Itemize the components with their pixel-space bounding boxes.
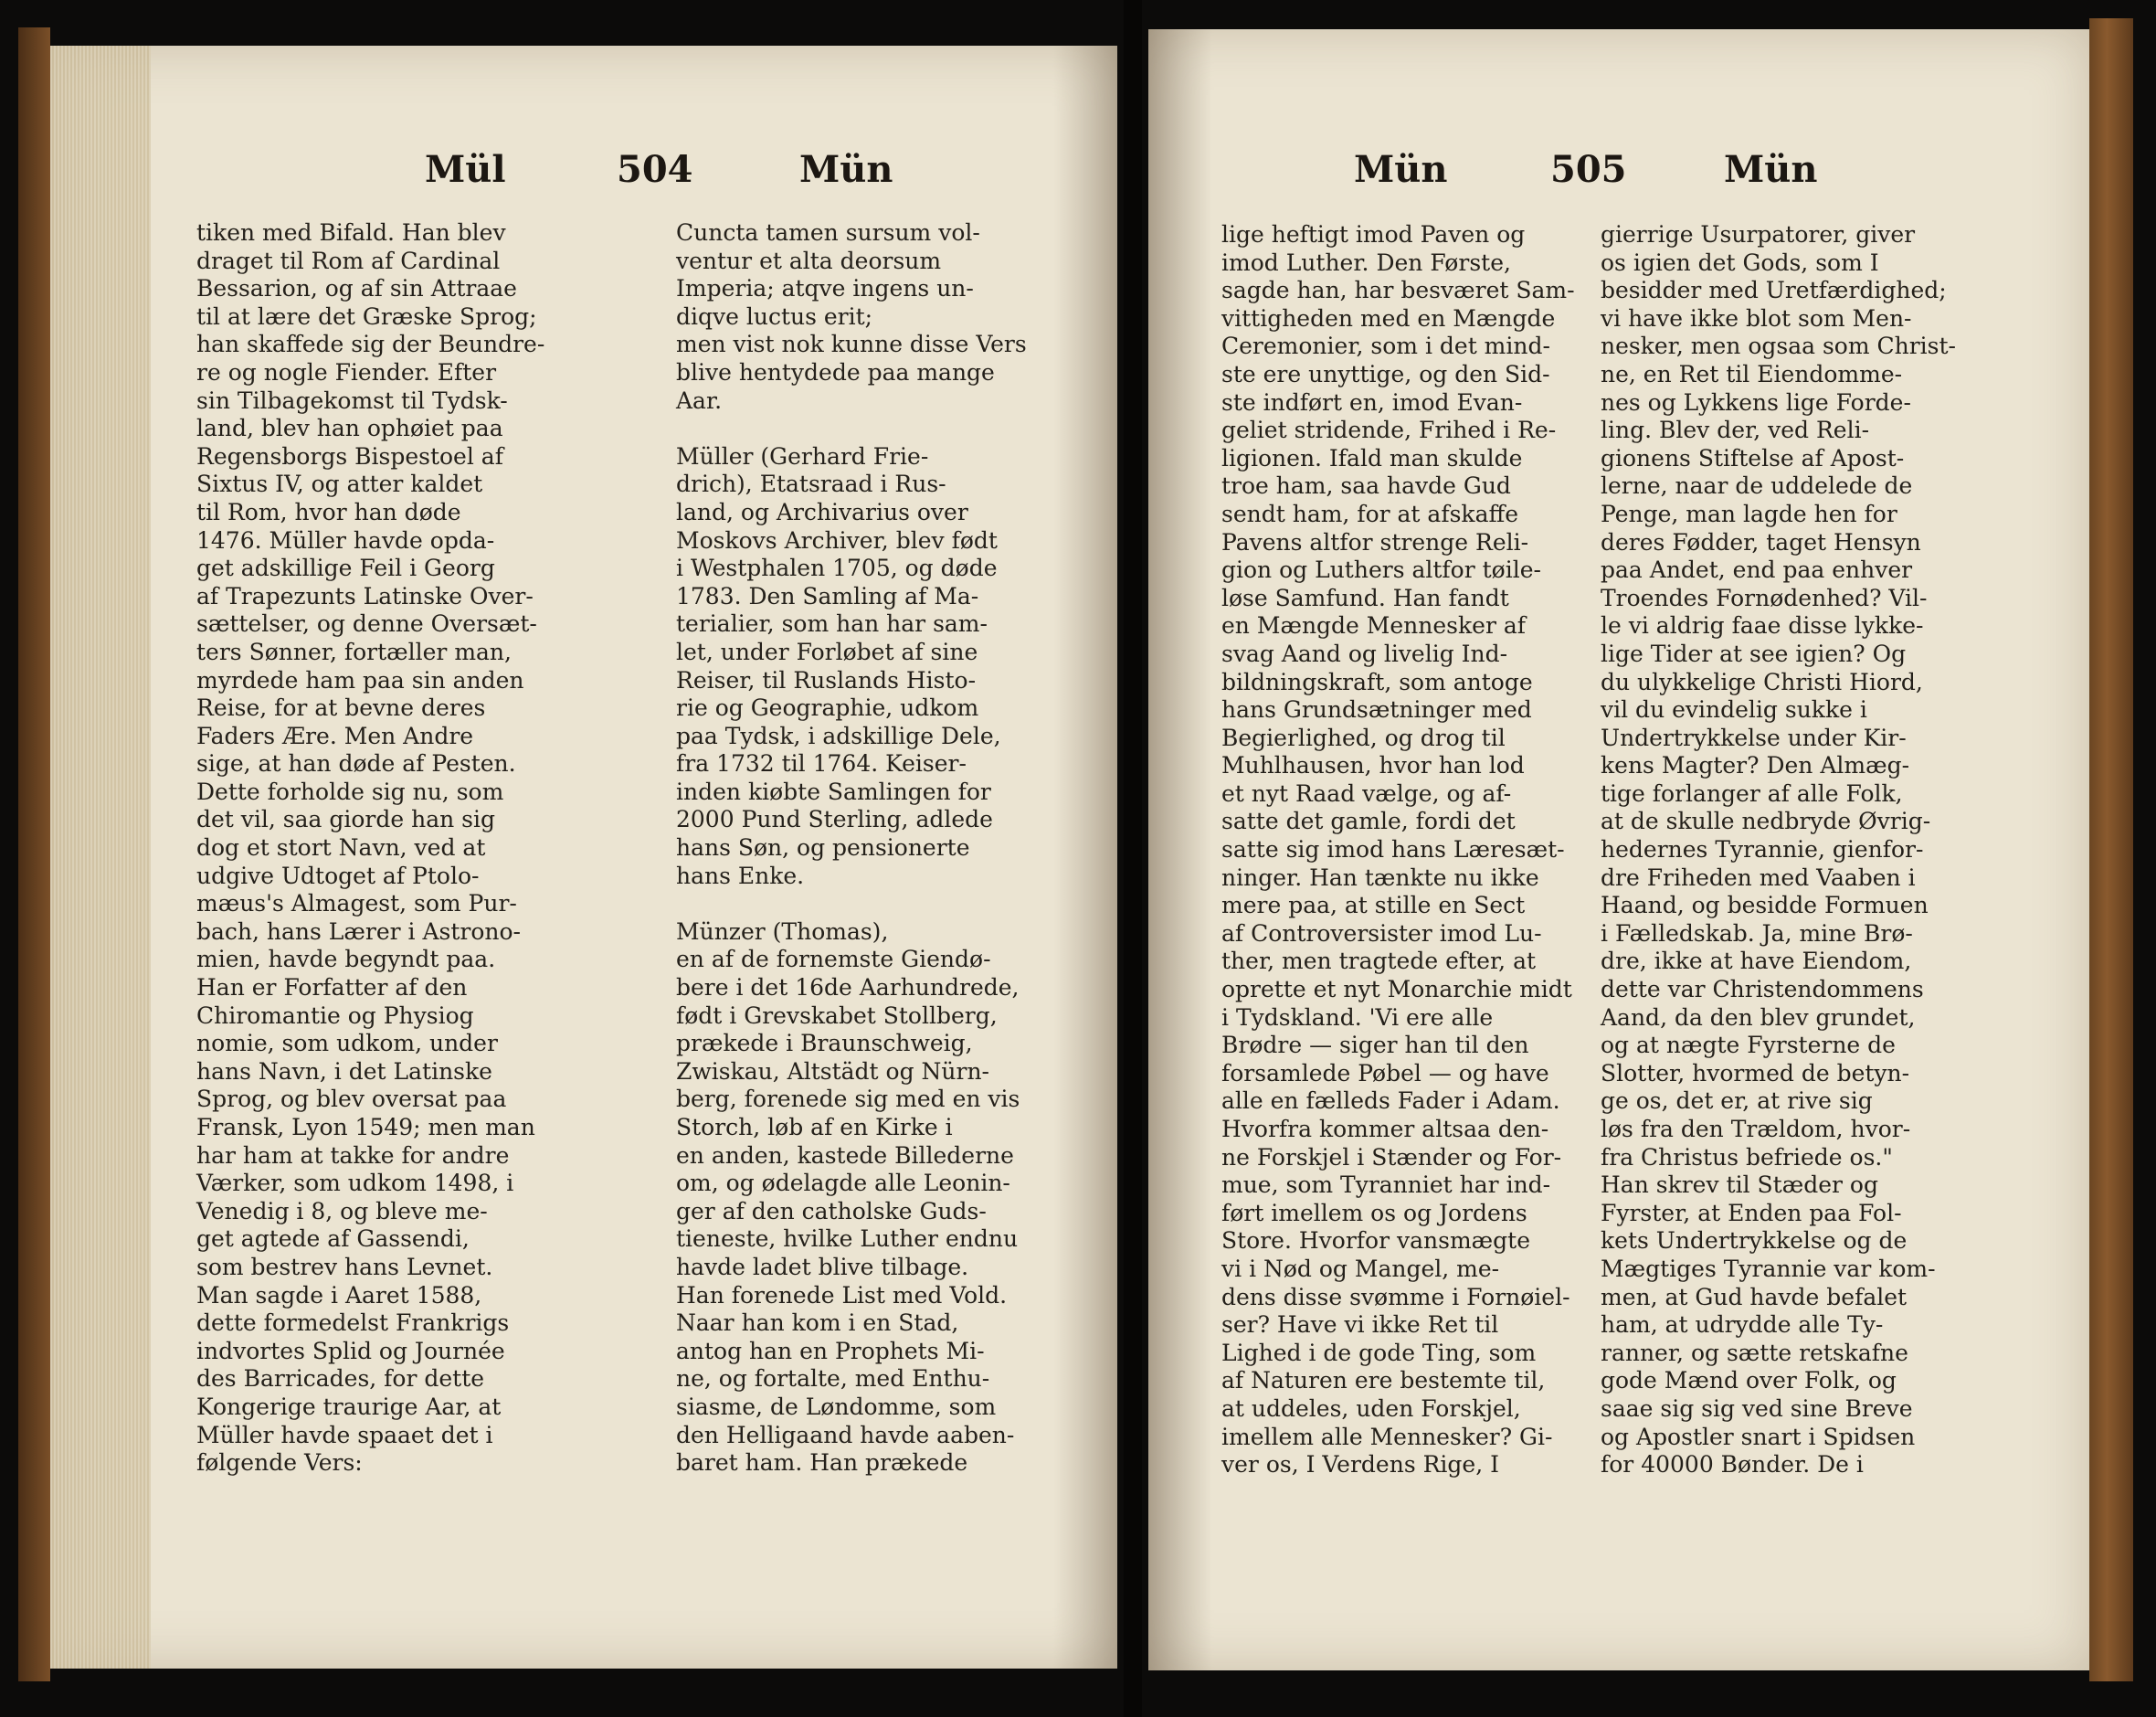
- text-line: Begierlighed, og drog til: [1221, 724, 1506, 751]
- text-line: ne, en Ret til Eiendomme-: [1601, 360, 1903, 387]
- text-line: geliet stridende, Frihed i Re-: [1221, 417, 1557, 444]
- text-line: Lighed i de gode Ting, som: [1221, 1339, 1537, 1366]
- text-line: deres Fødder, taget Hensyn: [1601, 528, 1921, 556]
- text-line: Naar han kom i en Stad,: [676, 1309, 959, 1337]
- text-line: satte sig imod hans Læresæt-: [1221, 836, 1565, 864]
- text-line: inden kiøbte Samlingen for: [676, 778, 991, 805]
- text-line: ver os, I Verdens Rige, I: [1221, 1451, 1499, 1479]
- text-line: hans Enke.: [676, 862, 805, 889]
- text-line: dog et stort Navn, ved at: [196, 834, 486, 862]
- text-line: draget til Rom af Cardinal: [196, 247, 501, 274]
- text-line: ling. Blev der, ved Reli-: [1601, 417, 1870, 444]
- text-line: indvortes Splid og Journée: [196, 1337, 505, 1364]
- text-line: land, og Archivarius over: [676, 498, 968, 525]
- text-line: get adskillige Feil i Georg: [196, 555, 495, 582]
- text-line: 2000 Pund Sterling, adlede: [676, 806, 993, 833]
- text-line: men, at Gud havde befalet: [1601, 1283, 1908, 1310]
- text-line: havde ladet blive tilbage.: [676, 1253, 969, 1280]
- text-line: du ulykkelige Christi Hiord,: [1601, 668, 1923, 695]
- text-line: hedernes Tyrannie, gienfor-: [1601, 836, 1924, 864]
- text-line: vittigheden med en Mængde: [1221, 304, 1556, 332]
- text-line: Værker, som udkom 1498, i: [196, 1170, 514, 1197]
- text-line: Reiser, til Ruslands Histo-: [676, 666, 977, 694]
- text-line: til at lære det Græske Sprog;: [196, 302, 537, 330]
- text-line: lige Tider at see igien? Og: [1601, 640, 1907, 667]
- text-line: tiken med Bifald. Han blev: [196, 219, 506, 246]
- text-line: sættelser, og denne Oversæt-: [196, 610, 537, 638]
- text-line: hans Grundsætninger med: [1221, 696, 1532, 724]
- text-line: antog han en Prophets Mi-: [676, 1337, 985, 1364]
- text-line: lerne, naar de uddelede de: [1601, 472, 1913, 500]
- text-line: fra Christus befriede os.": [1601, 1143, 1893, 1171]
- text-line: men vist nok kunne disse Vers: [676, 331, 1027, 358]
- left-header-right-word: Mün: [799, 148, 893, 191]
- text-line: terialier, som han har sam-: [676, 610, 988, 638]
- left-page-number: 504: [617, 148, 693, 191]
- text-line: hans Navn, i det Latinske: [196, 1057, 492, 1085]
- text-line: ne Forskjel i Stænder og For-: [1221, 1143, 1562, 1171]
- right-book-cover: [2089, 18, 2133, 1681]
- text-line: dens disse svømme i Fornøiel-: [1221, 1283, 1570, 1310]
- text-line: Münzer (Thomas),: [676, 917, 889, 945]
- text-line: ste indført en, imod Evan-: [1221, 388, 1523, 416]
- text-line: nesker, men ogsaa som Christ-: [1601, 333, 1956, 360]
- text-line: blive hentydede paa mange: [676, 358, 995, 386]
- text-line: ligionen. Ifald man skulde: [1221, 444, 1523, 472]
- text-line: mue, som Tyranniet har ind-: [1221, 1171, 1551, 1199]
- text-line: lige heftigt imod Paven og: [1221, 221, 1526, 248]
- text-line: sige, at han døde af Pesten.: [196, 750, 516, 778]
- text-line: dre Friheden med Vaaben i: [1601, 864, 1916, 891]
- text-line: Dette forholde sig nu, som: [196, 778, 504, 805]
- text-line: bildningskraft, som antoge: [1221, 668, 1533, 695]
- text-line: des Barricades, for dette: [196, 1365, 485, 1393]
- text-line: baret ham. Han prækede: [676, 1449, 968, 1477]
- page-divider: [1124, 0, 1142, 1717]
- text-line: kets Undertrykkelse og de: [1601, 1227, 1908, 1255]
- text-line: for 40000 Bønder. De i: [1601, 1451, 1864, 1479]
- text-line: Imperia; atqve ingens un-: [676, 275, 974, 302]
- text-line: Han skrev til Stæder og: [1601, 1171, 1878, 1199]
- text-line: at uddeles, uden Forskjel,: [1221, 1394, 1521, 1422]
- text-line: ser? Have vi ikke Ret til: [1221, 1311, 1499, 1339]
- text-line: i Westphalen 1705, og døde: [676, 555, 998, 582]
- text-line: Faders Ære. Men Andre: [196, 722, 474, 749]
- text-line: oprette et nyt Monarchie midt: [1221, 976, 1572, 1003]
- text-line: Regensborgs Bispestoel af: [196, 442, 503, 470]
- text-line: ters Sønner, fortæller man,: [196, 638, 512, 665]
- text-line: at de skulle nedbryde Øvrig-: [1601, 808, 1931, 835]
- text-line: ste ere unyttige, og den Sid-: [1221, 360, 1550, 387]
- text-line: siasme, de Løndomme, som: [676, 1393, 997, 1420]
- text-line: nomie, som udkom, under: [196, 1030, 498, 1057]
- text-line: sendt ham, for at afskaffe: [1221, 500, 1519, 527]
- text-line: svag Aand og livelig Ind-: [1221, 640, 1508, 667]
- text-line: Han er Forfatter af den: [196, 974, 468, 1002]
- text-line: ge os, det er, at rive sig: [1601, 1087, 1873, 1115]
- text-line: land, blev han ophøiet paa: [196, 415, 503, 442]
- text-line: Aar.: [676, 387, 723, 414]
- text-line: besidder med Uretfærdighed;: [1601, 277, 1947, 304]
- left-book-cover: [18, 27, 50, 1681]
- text-line: til Rom, hvor han døde: [196, 498, 461, 525]
- text-line: berg, forenede sig med en vis: [676, 1086, 1020, 1113]
- text-line: en af de fornemste Giendø-: [676, 946, 991, 973]
- text-line: bach, hans Lærer i Astrono-: [196, 917, 522, 945]
- text-line: sin Tilbagekomst til Tydsk-: [196, 387, 508, 414]
- text-line: følgende Vers:: [196, 1449, 363, 1477]
- text-line: Han forenede List med Vold.: [676, 1281, 1008, 1309]
- right-header-word: Mün: [1354, 148, 1448, 191]
- text-line: den Helligaand havde aaben-: [676, 1421, 1015, 1448]
- right-header-right-word: Mün: [1724, 148, 1818, 191]
- text-line: prækede i Braunschweig,: [676, 1030, 973, 1057]
- spine-shadow: [1148, 29, 1212, 1670]
- text-line: [676, 415, 1027, 443]
- text-line: i Tydskland. 'Vi ere alle: [1221, 1003, 1494, 1031]
- left-page: [50, 46, 1117, 1669]
- page-edges: [50, 46, 151, 1669]
- text-line: 1476. Müller havde opda-: [196, 526, 495, 554]
- text-line: og at nægte Fyrsterne de: [1601, 1032, 1896, 1059]
- text-line: Bessarion, og af sin Attraae: [196, 275, 517, 302]
- text-line: myrdede ham paa sin anden: [196, 666, 524, 694]
- text-line: troe ham, saa havde Gud: [1221, 472, 1511, 500]
- text-line: let, under Forløbet af sine: [676, 638, 978, 665]
- text-line: Mægtiges Tyrannie var kom-: [1601, 1255, 1936, 1282]
- text-line: Hvorfra kommer altsaa den-: [1221, 1116, 1549, 1142]
- text-line: han skaffede sig der Beundre-: [196, 331, 545, 358]
- text-line: saae sig sig ved sine Breve: [1601, 1394, 1913, 1422]
- right-page-number: 505: [1550, 148, 1627, 191]
- text-line: af Naturen ere bestemte til,: [1221, 1367, 1546, 1394]
- text-line: i Fælledskab. Ja, mine Brø-: [1601, 919, 1913, 947]
- text-line: vi have ikke blot som Men-: [1601, 304, 1912, 332]
- text-line: Aand, da den blev grundet,: [1601, 1003, 1916, 1031]
- text-line: ther, men tragtede efter, at: [1221, 948, 1537, 975]
- text-line: fra 1732 til 1764. Keiser-: [676, 750, 967, 778]
- text-line: ventur et alta deorsum: [676, 247, 942, 274]
- text-line: dette formedelst Frankrigs: [196, 1309, 510, 1337]
- text-line: en Mængde Mennesker af: [1221, 612, 1527, 640]
- text-line: gierrige Usurpatorer, giver: [1601, 221, 1916, 248]
- text-line: paa Tydsk, i adskillige Dele,: [676, 722, 1001, 749]
- text-line: 1783. Den Samling af Ma-: [676, 582, 979, 609]
- left-column-1: [196, 219, 544, 1478]
- text-line: har ham at takke for andre: [196, 1141, 510, 1169]
- text-line: Ceremonier, som i det mind-: [1221, 333, 1550, 360]
- text-line: mien, havde begyndt paa.: [196, 946, 496, 973]
- text-line: Müller havde spaaet det i: [196, 1421, 493, 1448]
- left-column-2: [676, 219, 1027, 1478]
- text-line: bere i det 16de Aarhundrede,: [676, 974, 1020, 1002]
- text-line: mere paa, at stille en Sect: [1221, 892, 1526, 919]
- text-line: ger af den catholske Guds-: [676, 1197, 987, 1224]
- left-header-word: Mül: [425, 148, 506, 191]
- text-line: Zwiskau, Altstädt og Nürn-: [676, 1057, 989, 1085]
- text-line: ført imellem os og Jordens: [1221, 1199, 1527, 1226]
- text-line: udgive Udtoget af Ptolo-: [196, 862, 480, 889]
- text-line: Venedig i 8, og bleve me-: [196, 1197, 488, 1224]
- right-column-2: [1601, 221, 1956, 1479]
- text-line: Cuncta tamen sursum vol-: [676, 219, 980, 246]
- text-line: af Trapezunts Latinske Over-: [196, 582, 534, 609]
- text-line: Fransk, Lyon 1549; men man: [196, 1114, 535, 1140]
- text-line: Store. Hvorfor vansmægte: [1221, 1227, 1531, 1255]
- text-line: dre, ikke at have Eiendom,: [1601, 948, 1912, 975]
- text-line: løse Samfund. Han fandt: [1221, 584, 1509, 611]
- text-line: ne, og fortalte, med Enthu-: [676, 1365, 990, 1393]
- text-line: imod Luther. Den Første,: [1221, 249, 1511, 276]
- text-line: gion og Luthers altfor tøile-: [1221, 556, 1541, 584]
- text-line: Sixtus IV, og atter kaldet: [196, 471, 483, 498]
- text-line: os igien det Gods, som I: [1601, 249, 1879, 276]
- text-line: Moskovs Archiver, blev født: [676, 526, 998, 554]
- text-line: Brødre — siger han til den: [1221, 1032, 1529, 1059]
- text-line: ninger. Han tænkte nu ikke: [1221, 864, 1539, 891]
- right-page: [1148, 29, 2089, 1670]
- text-line: Reise, for at bevne deres: [196, 694, 486, 722]
- text-line: løs fra den Trældom, hvor-: [1601, 1116, 1911, 1142]
- spine-shadow: [1053, 46, 1117, 1669]
- text-line: gionens Stiftelse af Apost-: [1601, 444, 1905, 472]
- text-line: tige forlanger af alle Folk,: [1601, 779, 1903, 807]
- text-line: nes og Lykkens lige Forde-: [1601, 388, 1911, 416]
- text-line: mæus's Almagest, som Pur-: [196, 890, 517, 917]
- text-line: Storch, løb af en Kirke i: [676, 1114, 953, 1140]
- text-line: vi i Nød og Mangel, me-: [1221, 1255, 1500, 1282]
- text-line: Slotter, hvormed de betyn-: [1601, 1059, 1910, 1086]
- text-line: vil du evindelig sukke i: [1601, 696, 1867, 724]
- text-line: alle en fælleds Fader i Adam.: [1221, 1087, 1560, 1115]
- text-line: et nyt Raad vælge, og af-: [1221, 779, 1512, 807]
- text-line: hans Søn, og pensionerte: [676, 834, 970, 862]
- text-line: le vi aldrig faae disse lykke-: [1601, 612, 1924, 640]
- text-line: og Apostler snart i Spidsen: [1601, 1423, 1916, 1450]
- text-line: født i Grevskabet Stollberg,: [676, 1002, 998, 1029]
- text-line: om, og ødelagde alle Leonin-: [676, 1170, 1010, 1197]
- text-line: Muhlhausen, hvor han lod: [1221, 752, 1525, 779]
- text-line: Haand, og besidde Formuen: [1601, 892, 1929, 919]
- text-line: Man sagde i Aaret 1588,: [196, 1281, 482, 1309]
- text-line: Sprog, og blev oversat paa: [196, 1086, 507, 1113]
- text-line: [676, 890, 1027, 918]
- text-line: som bestrev hans Levnet.: [196, 1253, 493, 1280]
- text-line: get agtede af Gassendi,: [196, 1225, 470, 1253]
- text-line: Fyrster, at Enden paa Fol-: [1601, 1199, 1902, 1226]
- text-line: Penge, man lagde hen for: [1601, 500, 1897, 527]
- text-line: Pavens altfor strenge Reli-: [1221, 528, 1529, 556]
- text-line: Müller (Gerhard Frie-: [676, 442, 929, 470]
- text-line: diqve luctus erit;: [676, 302, 873, 330]
- text-line: det vil, saa giorde han sig: [196, 806, 496, 833]
- text-line: ham, at udrydde alle Ty-: [1601, 1311, 1884, 1339]
- text-line: af Controversister imod Lu-: [1221, 919, 1542, 947]
- text-line: drich), Etatsraad i Rus-: [676, 471, 946, 498]
- text-line: en anden, kastede Billederne: [676, 1141, 1014, 1169]
- text-line: dette var Christendommens: [1601, 976, 1924, 1003]
- text-line: forsamlede Pøbel — og have: [1221, 1059, 1549, 1086]
- text-line: gode Mænd over Folk, og: [1601, 1367, 1897, 1394]
- text-line: Troendes Fornødenhed? Vil-: [1601, 584, 1928, 611]
- text-line: Kongerige traurige Aar, at: [196, 1393, 502, 1420]
- text-line: imellem alle Mennesker? Gi-: [1221, 1423, 1553, 1450]
- right-column-1: [1221, 221, 1575, 1479]
- text-line: satte det gamle, fordi det: [1221, 808, 1516, 835]
- text-line: kens Magter? Den Almæg-: [1601, 752, 1910, 779]
- text-line: tieneste, hvilke Luther endnu: [676, 1225, 1019, 1253]
- text-line: rie og Geographie, udkom: [676, 694, 979, 722]
- text-line: re og nogle Fiender. Efter: [196, 358, 497, 386]
- text-line: paa Andet, end paa enhver: [1601, 556, 1913, 584]
- text-line: Undertrykkelse under Kir-: [1601, 724, 1907, 751]
- text-line: ranner, og sætte retskafne: [1601, 1339, 1908, 1366]
- text-line: sagde han, har besværet Sam-: [1221, 277, 1575, 304]
- text-line: Chiromantie og Physiog: [196, 1002, 474, 1029]
